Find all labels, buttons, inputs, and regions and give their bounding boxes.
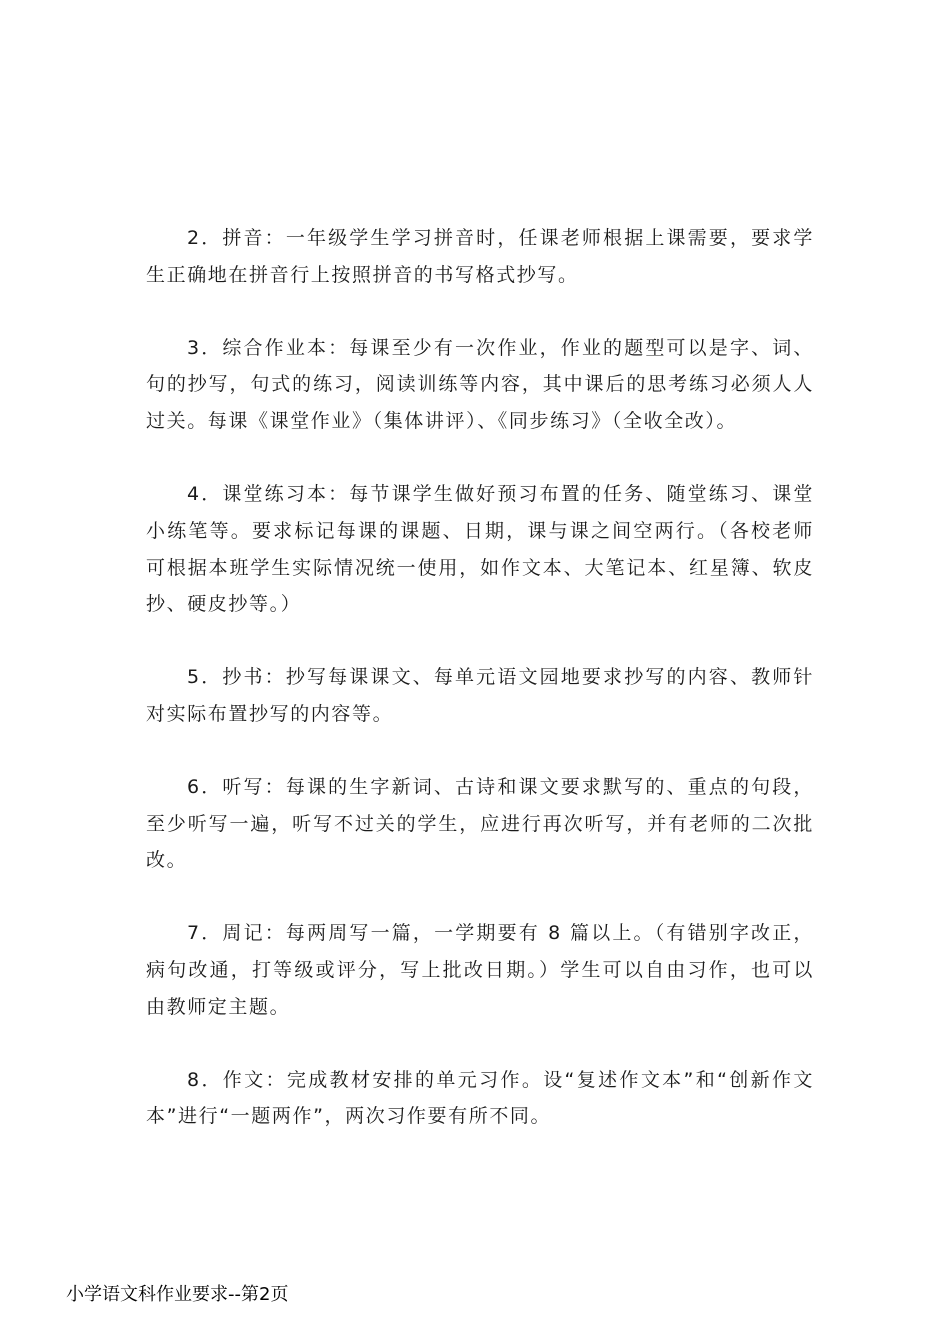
paragraph-copying: 5．抄书：抄写每课课文、每单元语文园地要求抄写的内容、教师针对实际布置抄写的内容等。 — [146, 666, 814, 725]
paragraph-dictation: 6．听写：每课的生字新词、古诗和课文要求默写的、重点的句段，至少听写一遍，听写不过关的学生，应进行再次听写，并有老师的二次批改。 — [146, 775, 814, 872]
paragraph-classroom-exercise-book: 4．课堂练习本：每节课学生做好预习布置的任务、随堂练习、课堂小练笔等。要求标记每课的课题、日期，课与课之间空两行。（各校老师可根据本班学生实际情况统一使用，如作文本、大笔记本、红星簿、软皮抄、硬皮抄等。） — [146, 482, 814, 616]
paragraph-pinyin: 2．拼音：一年级学生学习拼音时，任课老师根据上课需要，要求学生正确地在拼音行上按照拼音的书写格式抄写。 — [146, 227, 814, 286]
document-body — [146, 220, 814, 1171]
paragraph-weekly-journal: 7．周记：每两周写一篇，一学期要有 8 篇以上。（有错别字改正，病句改通，打等级或评分，写上批改日期。）学生可以自由习作，也可以由教师定主题。 — [146, 922, 814, 1018]
paragraph-comprehensive-workbook: 3．综合作业本：每课至少有一次作业，作业的题型可以是字、词、句的抄写，句式的练习，阅读训练等内容，其中课后的思考练习必须人人过关。每课《课堂作业》（集体讲评）、《同步练习》（全收全改）。 — [146, 336, 814, 433]
page-footer: 小学语文科作业要求--第2页 — [66, 1284, 289, 1305]
paragraph-composition: 8．作文：完成教材安排的单元习作。设“复述作文本”和“创新作文本”进行“一题两作”，两次习作要有所不同。 — [146, 1068, 814, 1128]
